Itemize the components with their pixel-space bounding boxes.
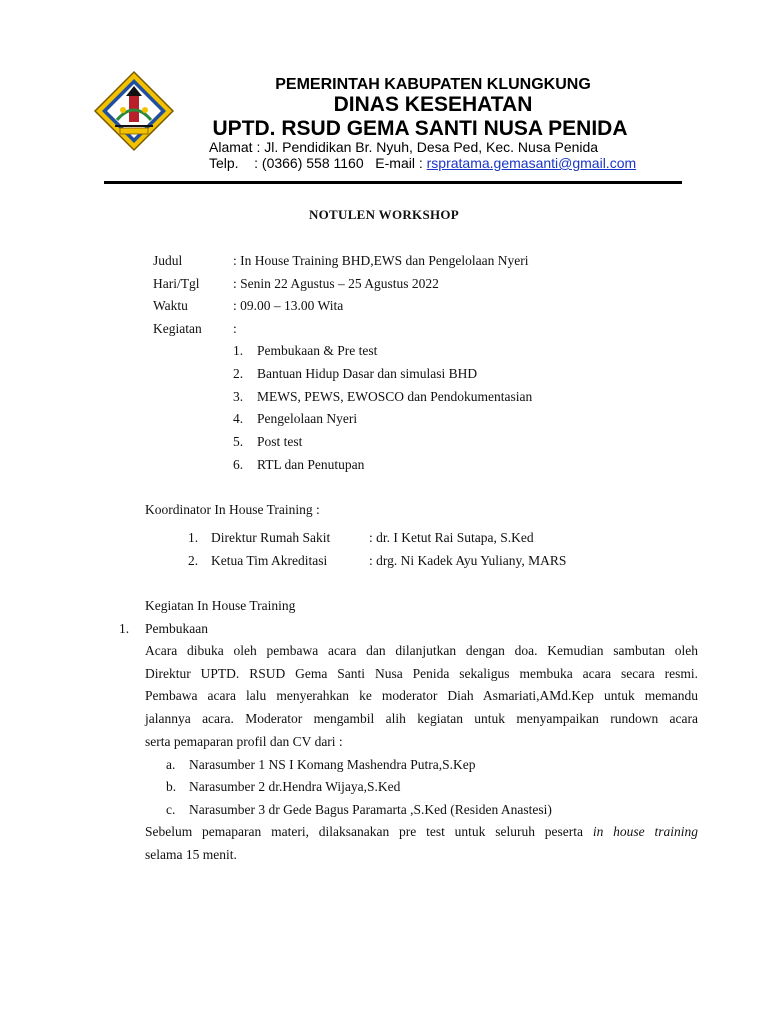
email-link[interactable]: rspratama.gemasanti@gmail.com: [426, 155, 637, 171]
paragraph-line: serta pemaparan profil dan CV dari :: [145, 733, 343, 749]
pretest-italic: in house training: [592, 824, 698, 839]
field-value-judul: : In House Training BHD,EWS dan Pengelolaan Nyeri: [233, 253, 529, 268]
speaker-letter: c.: [166, 802, 176, 817]
field-label-kegiatan: Kegiatan: [153, 321, 202, 336]
paragraph-line: jalannya acara. Moderator mengambil alih kegiatan untuk menyampaikan rundown acara: [145, 711, 698, 727]
section-subheading: Pembukaan: [145, 621, 208, 636]
kegiatan-item: Pengelolaan Nyeri: [257, 411, 358, 426]
kegiatan-item: Bantuan Hidup Dasar dan simulasi BHD: [257, 366, 478, 381]
speaker-item: Narasumber 1 NS I Komang Mashendra Putra,S.Kep: [189, 757, 476, 772]
paragraph-line: selama 15 menit.: [145, 846, 237, 862]
letterhead-divider: [104, 181, 682, 184]
section-num: 1.: [119, 621, 130, 636]
pretest-text: Sebelum pemaparan materi, dilaksanakan pre test untuk seluruh peserta: [145, 824, 584, 839]
kegiatan-item: RTL dan Penutupan: [257, 457, 365, 472]
kegiatan-num: 1.: [233, 343, 244, 358]
koordinator-heading: Koordinator In House Training :: [145, 502, 320, 517]
kegiatan-item: Post test: [257, 434, 303, 449]
letterhead-address: Alamat : Jl. Pendidikan Br. Nyuh, Desa Ped, Kec. Nusa Penida: [209, 139, 599, 155]
koordinator-name: : dr. I Ketut Rai Sutapa, S.Ked: [369, 530, 534, 545]
koordinator-name: : drg. Ni Kadek Ayu Yuliany, MARS: [369, 553, 567, 568]
opening-paragraph: [145, 640, 698, 754]
field-label-hari: Hari/Tgl: [153, 276, 200, 291]
koordinator-num: 1.: [188, 530, 199, 545]
koordinator-role: Ketua Tim Akreditasi: [211, 553, 328, 568]
speaker-item: Narasumber 2 dr.Hendra Wijaya,S.Ked: [189, 779, 401, 794]
letterhead-government: PEMERINTAH KABUPATEN KLUNGKUNG: [275, 76, 591, 93]
kegiatan-num: 2.: [233, 366, 244, 381]
koordinator-role: Direktur Rumah Sakit: [211, 530, 331, 545]
kegiatan-item: MEWS, PEWS, EWOSCO dan Pendokumentasian: [257, 389, 533, 404]
speaker-letter: b.: [166, 779, 177, 794]
letterhead-contact: [209, 155, 636, 171]
paragraph-line: [145, 821, 698, 844]
kegiatan-item: Pembukaan & Pre test: [257, 343, 378, 358]
speaker-letter: a.: [166, 757, 176, 772]
paragraph-line: Pembawa acara lalu menyerahkan ke moderator Diah Asmariati,AMd.Kep untuk memandu: [145, 688, 698, 704]
document-title: NOTULEN WORKSHOP: [308, 207, 460, 222]
kegiatan-num: 5.: [233, 434, 244, 449]
field-value-waktu: : 09.00 – 13.00 Wita: [233, 298, 344, 313]
field-value-hari: : Senin 22 Agustus – 25 Agustus 2022: [233, 276, 439, 291]
kegiatan-num: 3.: [233, 389, 244, 404]
field-value-kegiatan: :: [233, 321, 237, 336]
letterhead-department: DINAS KESEHATAN: [333, 93, 533, 116]
section-heading: Kegiatan In House Training: [145, 598, 296, 613]
paragraph-line: Acara dibuka oleh pembawa acara dan dilanjutkan dengan doa. Kemudian sambutan oleh: [145, 643, 698, 658]
field-label-waktu: Waktu: [153, 298, 188, 313]
kegiatan-num: 4.: [233, 411, 244, 426]
speaker-item: Narasumber 3 dr Gede Bagus Paramarta ,S.Ked (Residen Anastesi): [189, 802, 552, 817]
phone-label: Telp. : (0366) 558 1160 E-mail :: [209, 155, 427, 171]
letterhead-hospital: UPTD. RSUD GEMA SANTI NUSA PENIDA: [212, 117, 628, 140]
pretest-paragraph: [145, 821, 698, 866]
kegiatan-num: 6.: [233, 457, 244, 472]
koordinator-num: 2.: [188, 553, 199, 568]
paragraph-line: Direktur UPTD. RSUD Gema Santi Nusa Penida sekaligus membuka acara secara resmi.: [145, 665, 698, 681]
field-label-judul: Judul: [153, 253, 183, 268]
